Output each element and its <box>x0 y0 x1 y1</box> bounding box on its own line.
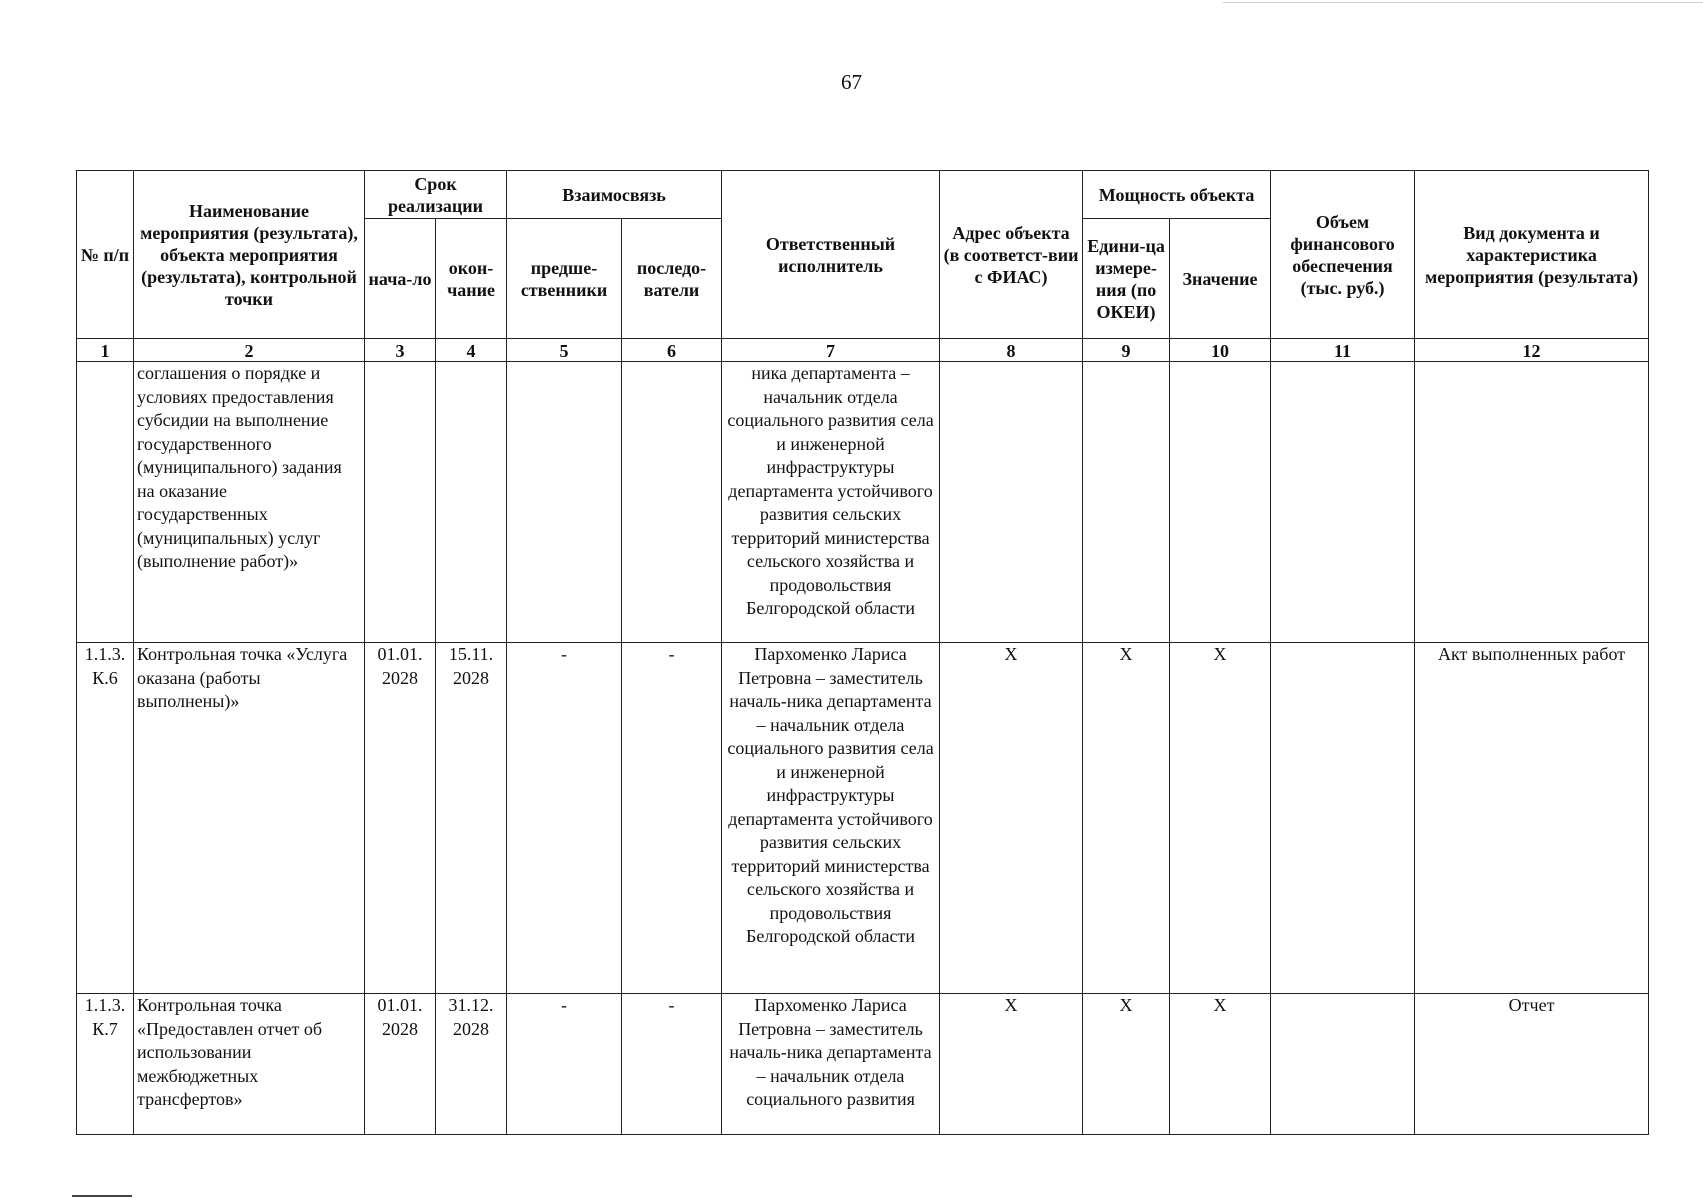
header-term-start: нача-ло <box>365 219 436 339</box>
row-value: X <box>1170 643 1271 994</box>
row-unit <box>1083 362 1170 643</box>
scan-artifact-line <box>1223 2 1703 3</box>
table-row <box>77 643 1649 994</box>
header-document: Вид документа и характеристика мероприятия (результата) <box>1415 171 1649 339</box>
header-name: Наименование мероприятия (результата), объекта мероприятия (результата), контрольной точки <box>134 171 365 339</box>
column-number: 2 <box>134 339 365 362</box>
row-unit: X <box>1083 643 1170 994</box>
scan-artifact-line <box>72 1195 132 1197</box>
row-end <box>436 362 507 643</box>
header-relation: Взаимосвязь <box>507 171 722 219</box>
column-number: 3 <box>365 339 436 362</box>
column-number: 5 <box>507 339 622 362</box>
column-number: 7 <box>722 339 940 362</box>
plan-table <box>76 170 1649 1135</box>
header-term: Срок реализации <box>365 171 507 219</box>
column-number: 11 <box>1271 339 1415 362</box>
column-number: 4 <box>436 339 507 362</box>
header-num: № п/п <box>77 171 134 339</box>
row-end: 15.11. 2028 <box>436 643 507 994</box>
header-capacity-unit: Едини-ца измере-ния (по ОКЕИ) <box>1083 219 1170 339</box>
row-address <box>940 362 1083 643</box>
page-number: 67 <box>841 70 862 94</box>
row-name: Контрольная точка «Услуга оказана (работы выполнены)» <box>134 643 365 994</box>
row-prev <box>507 362 622 643</box>
column-number: 1 <box>77 339 134 362</box>
table-row <box>77 362 1649 643</box>
row-name: Контрольная точка «Предоставлен отчет об использовании межбюджетных трансфертов» <box>134 994 365 1135</box>
row-finance <box>1271 643 1415 994</box>
row-name: соглашения о порядке и условиях предоставления субсидии на выполнение государственного (муниципального) задания на оказание государственных (муниципальных) услуг (выполнение работ)» <box>134 362 365 643</box>
row-prev: - <box>507 994 622 1135</box>
row-document: Отчет <box>1415 994 1649 1135</box>
header-responsible: Ответственный исполнитель <box>722 171 940 339</box>
row-finance <box>1271 362 1415 643</box>
row-num: 1.1.3. К.6 <box>77 643 134 994</box>
row-responsible: Пархоменко Лариса Петровна – заместитель началь-ника департамента – начальник отдела социального развития села и инженерной инфраструктуры департамента устойчивого развития сельских территорий министерства сельского хозяйства и продовольствия Белгородской области <box>722 643 940 994</box>
row-value <box>1170 362 1271 643</box>
column-number: 9 <box>1083 339 1170 362</box>
header-relation-next: последо-ватели <box>622 219 722 339</box>
row-next: - <box>622 994 722 1135</box>
header-row-1 <box>77 171 1649 219</box>
column-number-row <box>77 339 1649 362</box>
row-finance <box>1271 994 1415 1135</box>
header-capacity: Мощность объекта <box>1083 171 1271 219</box>
row-responsible: ника департамента – начальник отдела социального развития села и инженерной инфраструктуры департамента устойчивого развития сельских территорий министерства сельского хозяйства и продовольствия Белгородской области <box>722 362 940 643</box>
header-finance: Объем финансового обеспечения (тыс. руб.) <box>1271 171 1415 339</box>
row-next: - <box>622 643 722 994</box>
row-num <box>77 362 134 643</box>
row-unit: X <box>1083 994 1170 1135</box>
row-prev: - <box>507 643 622 994</box>
column-number: 8 <box>940 339 1083 362</box>
header-address: Адрес объекта (в соответст-вии с ФИАС) <box>940 171 1083 339</box>
row-start: 01.01. 2028 <box>365 643 436 994</box>
row-end: 31.12. 2028 <box>436 994 507 1135</box>
column-number: 6 <box>622 339 722 362</box>
table-row <box>77 994 1649 1135</box>
row-next <box>622 362 722 643</box>
row-document <box>1415 362 1649 643</box>
header-capacity-value: Значение <box>1170 219 1271 339</box>
column-number: 12 <box>1415 339 1649 362</box>
row-start: 01.01. 2028 <box>365 994 436 1135</box>
row-num: 1.1.3. К.7 <box>77 994 134 1135</box>
row-responsible: Пархоменко Лариса Петровна – заместитель началь-ника департамента – начальник отдела социального развития <box>722 994 940 1135</box>
header-relation-prev: предше-ственники <box>507 219 622 339</box>
column-number: 10 <box>1170 339 1271 362</box>
row-address: X <box>940 643 1083 994</box>
row-document: Акт выполненных работ <box>1415 643 1649 994</box>
header-term-end: окон-чание <box>436 219 507 339</box>
row-start <box>365 362 436 643</box>
row-value: X <box>1170 994 1271 1135</box>
row-address: X <box>940 994 1083 1135</box>
